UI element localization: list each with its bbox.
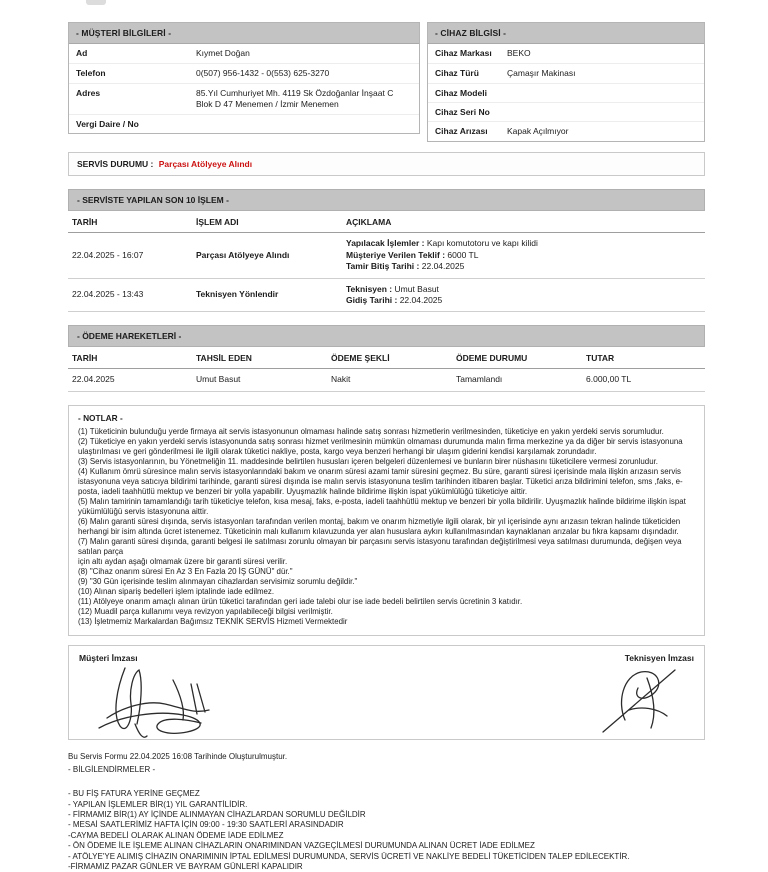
device-row-serial <box>428 103 704 122</box>
customer-name-label: Ad <box>76 48 88 58</box>
operation-date: 22.04.2025 - 13:43 <box>68 278 192 312</box>
note-line: için altı aydan aşağı olmamak üzere bir garanti süresi verilir. <box>78 556 288 566</box>
note-line: (3) Servis istasyonlarının, bu Yönetmeliğin 11. maddesinde belirtilen hususları içeren belgeleri düzenlemesi ve bunların birer nüshasını tüketicilere vermesi zorunludur. <box>78 457 658 467</box>
operation-detail <box>346 238 697 249</box>
detail-value: Umut Basut <box>394 283 439 294</box>
detail-label: Müşteriye Verilen Teklif : <box>346 249 446 260</box>
customer-row-name <box>69 44 419 64</box>
device-type-label: Cihaz Türü <box>435 68 479 79</box>
operations-col-date: TARİH <box>68 211 192 233</box>
note-line: (10) Alınan sipariş bedelleri işlem iptalinde iade edilmez. <box>78 586 275 596</box>
payment-status: Tamamlandı <box>452 369 582 391</box>
customer-name-value: Kıymet Doğan <box>196 48 250 58</box>
operations-table <box>68 211 705 312</box>
detail-value: 6000 TL <box>447 249 479 260</box>
customer-section-title: - MÜŞTERİ BİLGİLERİ - <box>69 23 419 44</box>
operations-section <box>68 189 705 312</box>
service-status-value: Parçası Atölyeye Alındı <box>158 159 253 170</box>
payments-col-date: TARİH <box>68 347 192 369</box>
footer-line: -FİRMAMIZ PAZAR GÜNLER VE BAYRAM GÜNLERİ KAPALIDIR <box>68 861 303 871</box>
detail-value: 22.04.2025 <box>399 295 443 306</box>
device-fault-label: Cihaz Arızası <box>435 126 488 137</box>
detail-label: Teknisyen : <box>346 283 393 294</box>
payments-header-row <box>68 347 705 369</box>
service-status-label: SERVİS DURUMU : <box>77 159 154 170</box>
customer-row-phone <box>69 64 419 84</box>
footer-line: - FİRMAMIZ BİR(1) AY İÇİNDE ALINMAYAN CİHAZLARDAN SORUMLU DEĞİLDİR <box>68 810 366 820</box>
device-model-value <box>507 88 697 98</box>
device-fault-value: Kapak Açılmıyor <box>507 126 569 137</box>
footer-line: - MESAİ SAATLERİMİZ HAFTA İÇİN 09:00 - 19:30 SAATLERİ ARASINDADIR <box>68 820 344 830</box>
note-line: (5) Malın tamirinin tamamlandığı tarih tüketiciye telefon, kısa mesaj, faks, e-posta, iadeli taahhütlü mektup ve benzeri bir yolla bildirilir. Uyuşmazlık halinde bildirime ilişkin ispat yükümlülüğü servis istasyonuna aittir. <box>78 497 686 517</box>
operation-description <box>342 233 705 278</box>
payment-method: Nakit <box>327 369 452 391</box>
info-boxes-row <box>68 22 705 142</box>
notes-box <box>68 405 705 637</box>
operations-col-description: AÇIKLAMA <box>342 211 705 233</box>
detail-label: Gidiş Tarihi : <box>346 295 398 306</box>
customer-phone-value: 0(507) 956-1432 - 0(553) 625-3270 <box>196 68 330 79</box>
operation-name: Parçası Atölyeye Alındı <box>192 233 342 278</box>
note-line: (2) Tüketiciye en yakın yerdeki servis istasyonunda satış sonrası hizmet verilmesinin mümkün olmaması durumunda malın firma merkezine ya da diğer bir servis istasyonuna ulaştırılması ve geri gönderilmesi ile ilgili olarak tüketici nakliye, posta, kargo veya benzeri herhangi bir ulaşım giderini kendisi karşılamak zorundadır. <box>78 437 683 457</box>
operation-detail <box>346 261 697 272</box>
customer-address-label: Adres <box>76 88 101 99</box>
service-status-bar <box>68 152 705 176</box>
footer-line: -CAYMA BEDELİ OLARAK ALINAN ÖDEME İADE EDİLMEZ <box>68 830 284 840</box>
payments-col-amount: TUTAR <box>582 347 705 369</box>
detail-label: Yapılacak İşlemler : <box>346 238 425 249</box>
payments-section <box>68 325 705 391</box>
cropped-page-artifact <box>86 0 106 5</box>
device-row-brand <box>428 44 704 64</box>
note-line: (9) "30 Gün içerisinde teslim alınmayan cihazlardan servisimiz sorumlu değildir." <box>78 576 358 586</box>
device-row-model <box>428 84 704 103</box>
operation-detail <box>346 284 697 295</box>
device-model-label: Cihaz Modeli <box>435 88 487 99</box>
note-line: (1) Tüketicinin bulunduğu yerde firmaya ait servis istasyonunun olmaması halinde satış sonrası hizmetlerin verilmesinden, tüketiciye en yakın yerdeki servis sorumludur. <box>78 427 664 437</box>
payment-amount: 6.000,00 TL <box>582 369 705 391</box>
device-brand-value: BEKO <box>507 48 531 58</box>
note-line: (13) İşletmemiz Markalardan Bağımsız TEKNİK SERVİS Hizmeti Vermektedir <box>78 616 348 626</box>
table-row <box>68 278 705 312</box>
customer-row-address <box>69 84 419 115</box>
device-serial-value <box>507 107 697 117</box>
operations-section-title: - SERVİSTE YAPILAN SON 10 İŞLEM - <box>68 189 705 211</box>
note-line: (6) Malın garanti süresi dışında, servis istasyonları tarafından verilen montaj, bakım ve onarım hizmetiyle ilgili olarak, bir yıl içerisinde aynı arızasın tekran halinde tüketiciden herhangi bir isim altında ücret istenemez. Tüketicinin malı kullanım kılavuzunda yer alan hususlara aykırı kullanılmasından kaynaklanan arızalar bu fıkra kapsamı dışındadır. <box>78 516 681 536</box>
payments-col-collector: TAHSİL EDEN <box>192 347 327 369</box>
table-row <box>68 233 705 278</box>
payments-table <box>68 347 705 391</box>
customer-signature-label: Müşteri İmzası <box>79 653 138 664</box>
operation-detail <box>346 295 697 306</box>
customer-phone-label: Telefon <box>76 68 106 79</box>
operation-description <box>342 278 705 312</box>
table-row <box>68 369 705 391</box>
customer-row-tax <box>69 115 419 133</box>
payments-col-status: ÖDEME DURUMU <box>452 347 582 369</box>
customer-signature-icon <box>87 662 257 740</box>
device-section-title: - CİHAZ BİLGİSİ - <box>428 23 704 44</box>
footer <box>68 752 705 872</box>
operation-date: 22.04.2025 - 16:07 <box>68 233 192 278</box>
technician-signature-label: Teknisyen İmzası <box>624 653 694 664</box>
service-form-page <box>68 22 705 872</box>
customer-address-value: 85.Yıl Cumhuriyet Mh. 4119 Sk Özdoğanlar İnşaat C Blok D 47 Menemen / İzmir Menemen <box>196 88 394 110</box>
note-line: (7) Malın garanti süresi dışında, garanti belgesi ile satılması zorunlu olmayan bir parçasını servis istasyonu tarafından değiştirilmesi veya satılması durumunda, değişen veya satılan parça <box>78 536 682 556</box>
technician-signature-icon <box>595 660 690 736</box>
note-line: (11) Atölyeye onarım amaçlı alınan ürün tüketici tarafından geri iade talebi olur ise iade bedeli belirtilen servis ücretinin 3 katıdır. <box>78 596 523 606</box>
detail-value: Kapı komutotoru ve kapı kilidi <box>426 238 538 249</box>
device-row-fault <box>428 122 704 141</box>
operations-header-row <box>68 211 705 233</box>
footer-info-title: - BİLGİLENDİRMELER - <box>68 764 156 774</box>
customer-tax-value <box>196 119 412 129</box>
device-type-value: Çamaşır Makinası <box>507 68 576 79</box>
note-line: (8) "Cihaz onarım süresi En Az 3 En Fazla 20 İŞ GÜNÜ" dür." <box>78 566 293 576</box>
payments-col-method: ÖDEME ŞEKLİ <box>327 347 452 369</box>
customer-info-box <box>68 22 420 134</box>
footer-line: - BU FİŞ FATURA YERİNE GEÇMEZ <box>68 789 200 799</box>
footer-line: - YAPILAN İŞLEMLER BİR(1) YIL GARANTİLİDİR. <box>68 799 248 809</box>
signatures-box <box>68 645 705 740</box>
form-created-text: Bu Servis Formu 22.04.2025 16:08 Tarihinde Oluşturulmuştur. <box>68 752 288 762</box>
device-info-box <box>427 22 705 142</box>
device-serial-label: Cihaz Seri No <box>435 107 490 118</box>
detail-label: Tamir Bitiş Tarihi : <box>346 261 420 272</box>
footer-line: - ÖN ÖDEME İLE İŞLEME ALINAN CİHAZLARIN ONARIMINDAN VAZGEÇİLMESİ DURUMUNDA ALINAN ÜCRET İADE EDİLMEZ <box>68 841 535 851</box>
note-line: (4) Kullanım ömrü süresince malın servis istasyonlarındaki bakım ve onarım süresi azami tamir süresini geçmez. Bu süre, garanti süresi içerisinde mala ilişkin arızasın servis istasyonuna veya satıcıya bildirimi tarihinde, garanti süresi dışında ise malın servis istasyonuna teslim tarihinden itibaren başlar. Tüketici arıza bildirimini telefon, sms ,faks, e-posta, iadeli taahhütlü mektup ve benzeri bir yolla yapabilir. Uyuşmazlık halinde bildirime ilişkin ispat yükümlülüğü tüketiciye aittir. <box>78 467 683 497</box>
detail-value: 22.04.2025 <box>421 261 465 272</box>
payments-section-title: - ÖDEME HAREKETLERİ - <box>68 325 705 347</box>
payment-date: 22.04.2025 <box>68 369 192 391</box>
operation-name: Teknisyen Yönlendir <box>192 278 342 312</box>
notes-section-title: - NOTLAR - <box>78 412 123 423</box>
device-row-type <box>428 64 704 84</box>
note-line: (12) Muadil parça kullanımı veya revizyon yapılabileceği bilgisi verilmiştir. <box>78 606 333 616</box>
device-brand-label: Cihaz Markası <box>435 48 492 58</box>
footer-line: - ATÖLYE'YE ALIMIŞ CİHAZIN ONARIMININ İPTAL EDİLMESİ DURUMUNDA, SERVİS ÜCRETİ VE NAKLİYE BEDELİ TÜKETİCİDEN TALEP EDİLECEKTİR. <box>68 851 630 861</box>
customer-tax-label: Vergi Daire / No <box>76 119 139 130</box>
payment-collector: Umut Basut <box>192 369 327 391</box>
operation-detail <box>346 250 697 261</box>
operations-col-name: İŞLEM ADI <box>192 211 342 233</box>
